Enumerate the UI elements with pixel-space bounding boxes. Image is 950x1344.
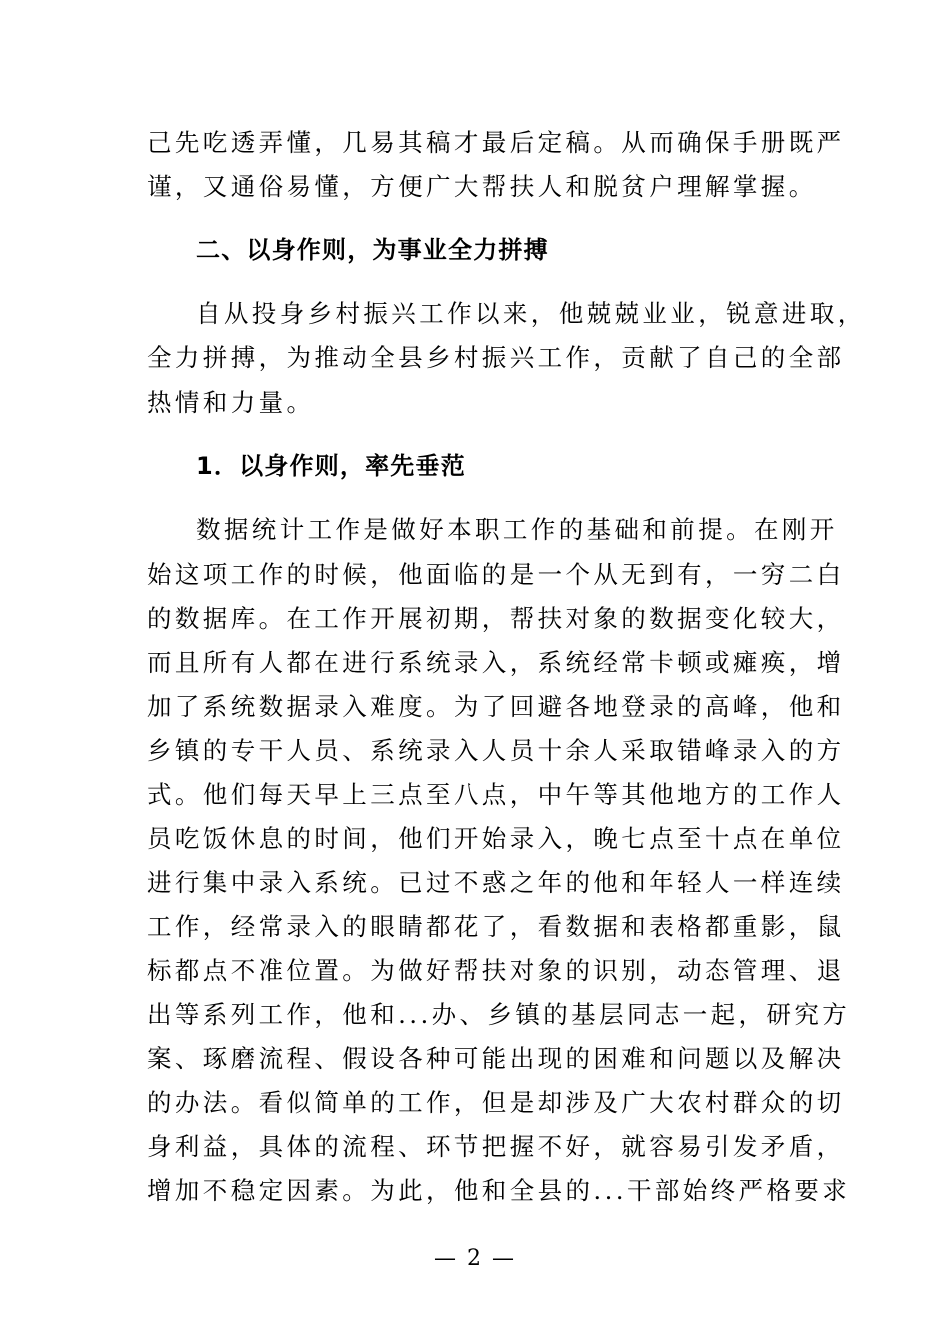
- paragraph-line: 谨，又通俗易懂，方便广大帮扶人和脱贫户理解掌握。: [147, 172, 817, 201]
- paragraph-line: 标都点不准位置。为做好帮扶对象的识别，动态管理、退: [147, 956, 845, 985]
- paragraph-line: 进行集中录入系统。已过不惑之年的他和年轻人一样连续: [147, 868, 845, 897]
- paragraph-line: 而且所有人都在进行系统录入，系统经常卡顿或瘫痪，增: [147, 648, 845, 677]
- paragraph-line: 式。他们每天早上三点至八点，中午等其他地方的工作人: [147, 780, 845, 809]
- page-number: — 2 —: [434, 1246, 516, 1271]
- paragraph-line: 始这项工作的时候，他面临的是一个从无到有，一穷二白: [147, 560, 845, 589]
- paragraph-line: 加了系统数据录入难度。为了回避各地登录的高峰，他和: [147, 692, 845, 721]
- paragraph-line: 热情和力量。: [147, 388, 315, 417]
- paragraph-line: 增加不稳定因素。为此，他和全县的...干部始终严格要求: [147, 1176, 851, 1205]
- paragraph-line: 出等系列工作，他和...办、乡镇的基层同志一起，研究方: [147, 1000, 851, 1029]
- paragraph-line: 数据统计工作是做好本职工作的基础和前提。在刚开: [196, 515, 838, 544]
- paragraph-line: 的数据库。在工作开展初期，帮扶对象的数据变化较大，: [147, 604, 845, 633]
- subsection-heading: 1．以身作则，率先垂范: [196, 452, 466, 480]
- paragraph-line: 工作，经常录入的眼睛都花了，看数据和表格都重影，鼠: [147, 912, 845, 941]
- paragraph-line: 全力拼搏，为推动全县乡村振兴工作，贡献了自己的全部: [147, 343, 845, 372]
- paragraph-line: 身利益，具体的流程、环节把握不好，就容易引发矛盾，: [147, 1132, 845, 1161]
- paragraph-line: 的办法。看似简单的工作，但是却涉及广大农村群众的切: [147, 1088, 845, 1117]
- paragraph-line: 员吃饭休息的时间，他们开始录入，晚七点至十点在单位: [147, 824, 845, 853]
- section-heading: 二、以身作则，为事业全力拼搏: [196, 236, 549, 264]
- paragraph-line: 案、琢磨流程、假设各种可能出现的困难和问题以及解决: [147, 1044, 845, 1073]
- paragraph-line: 己先吃透弄懂，几易其稿才最后定稿。从而确保手册既严: [147, 128, 845, 157]
- paragraph-line: 乡镇的专干人员、系统录入人员十余人采取错峰录入的方: [147, 736, 845, 765]
- paragraph-line: 自从投身乡村振兴工作以来，他兢兢业业，锐意进取，: [196, 299, 866, 328]
